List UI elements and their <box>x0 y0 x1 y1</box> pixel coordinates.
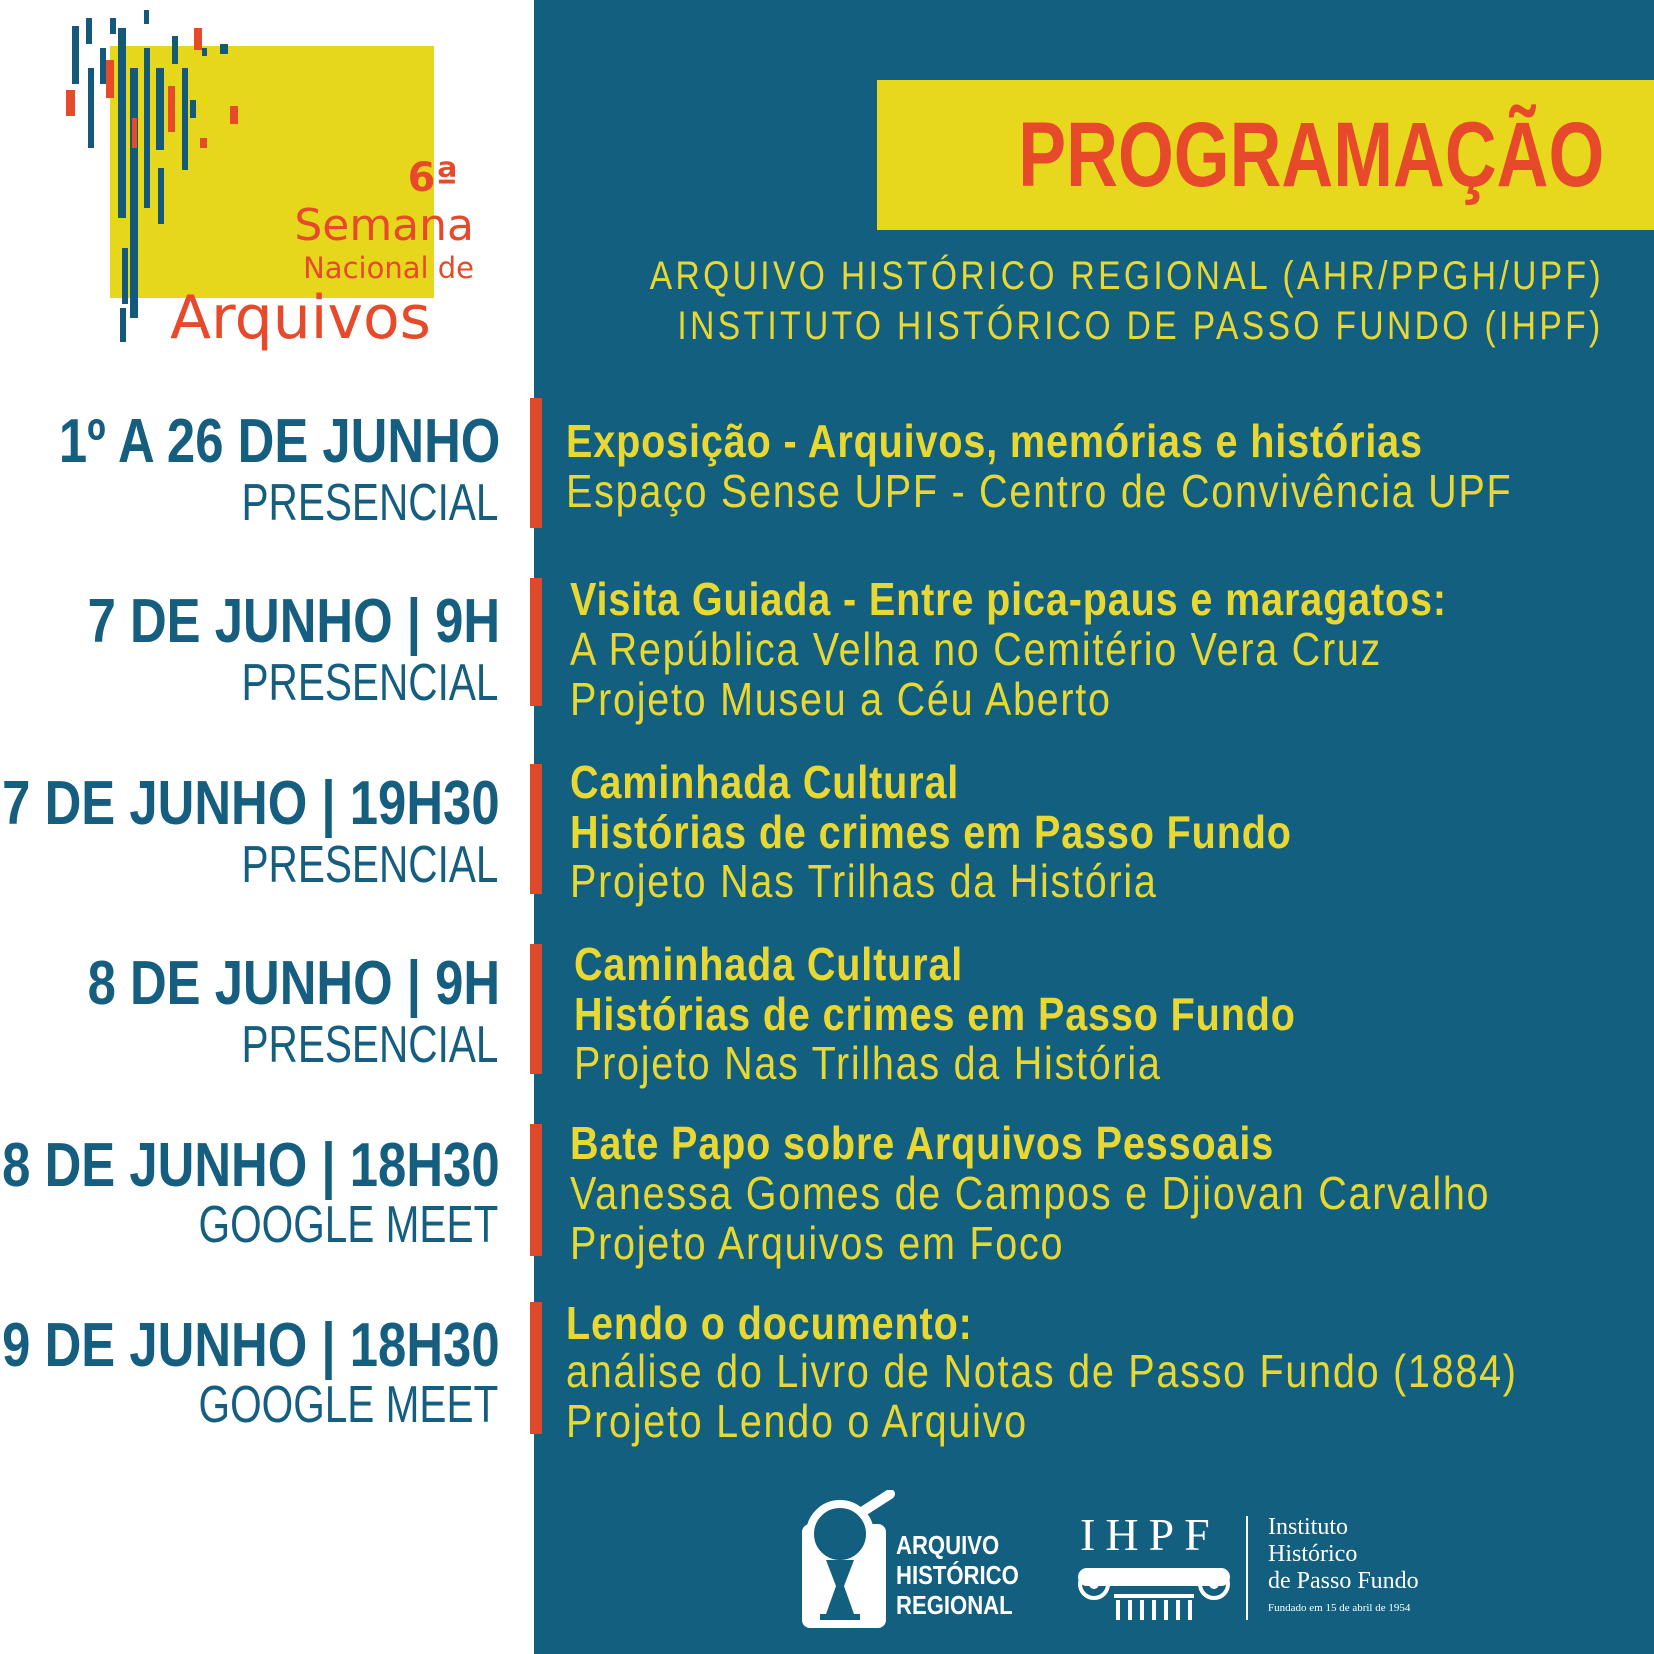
divider-bar <box>530 944 542 1074</box>
logo-word-nacional: Nacional de <box>303 251 474 285</box>
event-date: 1º A 26 DE JUNHO <box>58 407 500 476</box>
event-line: Projeto Nas Trilhas da História <box>570 855 1158 907</box>
organizer-line-2: INSTITUTO HISTÓRICO DE PASSO FUNDO (IHPF) <box>677 304 1604 348</box>
event-line: Histórias de crimes em Passo Fundo <box>574 988 1296 1040</box>
event-line: Projeto Museu a Céu Aberto <box>570 673 1112 725</box>
event-date: 8 DE JUNHO | 9H <box>87 949 500 1018</box>
organizer-line-1: ARQUIVO HISTÓRICO REGIONAL (AHR/PPGH/UPF) <box>649 254 1604 298</box>
event-mode: PRESENCIAL <box>241 1016 498 1074</box>
event-line: Bate Papo sobre Arquivos Pessoais <box>570 1117 1275 1169</box>
ahr-logo-line: HISTÓRICO <box>896 1560 1019 1590</box>
event-line: Projeto Arquivos em Foco <box>570 1217 1065 1269</box>
ihpf-name-line: de Passo Fundo <box>1268 1568 1419 1594</box>
ahr-logo-line: ARQUIVO <box>896 1530 1000 1560</box>
divider-bar <box>530 764 542 894</box>
event-date: 8 DE JUNHO | 18H30 <box>2 1131 500 1200</box>
divider-bar <box>530 578 542 706</box>
ihpf-name <box>1268 1514 1419 1595</box>
event-line: Espaço Sense UPF - Centro de Convivência UPF <box>566 465 1513 517</box>
event-mode: PRESENCIAL <box>241 654 498 712</box>
ionic-column-icon <box>1074 1560 1234 1624</box>
ihpf-name-line: Instituto <box>1268 1514 1349 1540</box>
event-line: Histórias de crimes em Passo Fundo <box>570 806 1292 858</box>
event-mode: GOOGLE MEET <box>198 1376 498 1434</box>
ihpf-founded: Fundado em 15 de abril de 1954 <box>1268 1602 1411 1614</box>
event-line: Vanessa Gomes de Campos e Djiovan Carvalho <box>570 1167 1491 1219</box>
title-banner <box>877 80 1654 230</box>
ihpf-logo <box>1072 1510 1472 1630</box>
event-date: 7 DE JUNHO | 19H30 <box>2 769 500 838</box>
event-date: 9 DE JUNHO | 18H30 <box>2 1311 500 1380</box>
event-line: Projeto Lendo o Arquivo <box>566 1395 1028 1447</box>
logo-ordinal: 6ª <box>407 155 458 201</box>
event-line: Lendo o documento: <box>566 1297 973 1349</box>
divider-bar <box>530 398 542 528</box>
event-line: Visita Guiada - Entre pica-paus e maragatos: <box>570 573 1447 625</box>
event-line: Exposição - Arquivos, memórias e histórias <box>566 415 1423 467</box>
divider-bar <box>530 1124 542 1256</box>
event-date: 7 DE JUNHO | 9H <box>87 587 500 656</box>
event-line: Projeto Nas Trilhas da História <box>574 1037 1162 1089</box>
ahr-logo <box>796 1490 1019 1630</box>
ahr-logo-line: REGIONAL <box>896 1590 1013 1620</box>
ahr-logo-text <box>896 1530 1019 1620</box>
page-title: PROGRAMAÇÃO <box>1017 104 1604 206</box>
ihpf-name-line: Histórico <box>1268 1541 1358 1567</box>
event-mode: PRESENCIAL <box>241 836 498 894</box>
event-line: Caminhada Cultural <box>574 938 964 990</box>
logo-word-arquivos: Arquivos <box>170 283 431 353</box>
event-mode: GOOGLE MEET <box>198 1196 498 1254</box>
ihpf-abbr: IHPF <box>1080 1509 1220 1560</box>
divider-bar <box>530 1302 542 1434</box>
ihpf-divider <box>1246 1516 1248 1620</box>
logo-word-semana: Semana <box>294 200 474 251</box>
event-logo <box>60 8 480 360</box>
event-mode: PRESENCIAL <box>241 474 498 532</box>
event-line: A República Velha no Cemitério Vera Cruz <box>570 623 1383 675</box>
event-line: Caminhada Cultural <box>570 756 960 808</box>
magnifier-hourglass-icon <box>796 1490 896 1630</box>
event-line: análise do Livro de Notas de Passo Fundo (1884) <box>566 1345 1518 1397</box>
